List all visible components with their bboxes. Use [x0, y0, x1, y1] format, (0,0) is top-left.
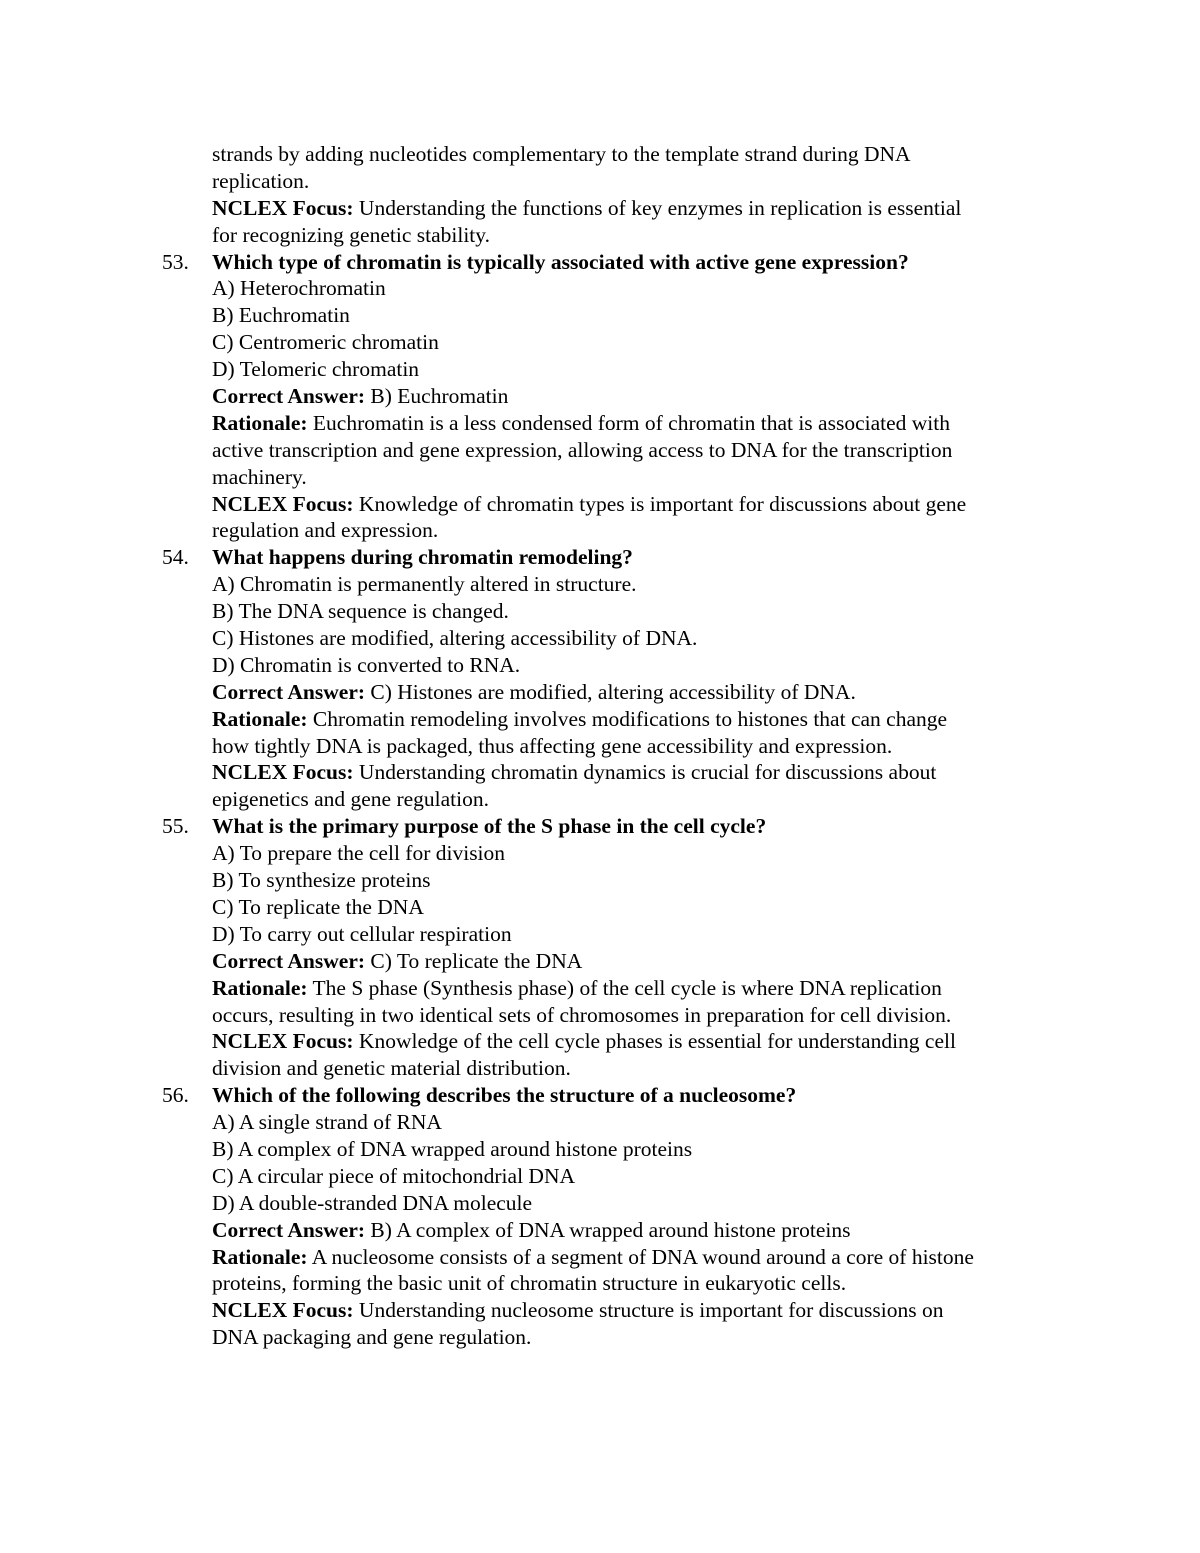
rationale-label: Rationale: — [212, 706, 308, 731]
rationale-line — [0, 975, 1200, 1002]
question-56 — [0, 1082, 1200, 1109]
intro-line: replication. — [212, 168, 310, 193]
nclex-line: epigenetics and gene regulation. — [212, 787, 490, 812]
rationale-line — [0, 410, 1200, 437]
rationale-line: occurs, resulting in two identical sets of chromosomes in preparation for cell division. — [212, 1002, 952, 1027]
option-line: C) To replicate the DNA — [212, 894, 424, 919]
correct-answer-label: Correct Answer: — [212, 679, 366, 704]
nclex-text: Understanding the functions of key enzymes in replication is essential — [353, 195, 962, 220]
correct-answer-line — [0, 383, 1200, 410]
option-line: D) A double-stranded DNA molecule — [212, 1190, 533, 1215]
question-number: 54. — [162, 545, 189, 570]
page-content — [0, 141, 1200, 1351]
rationale-line — [0, 1244, 1200, 1271]
rationale-line: proteins, forming the basic unit of chromatin structure in eukaryotic cells. — [212, 1271, 847, 1296]
rationale-text: Chromatin remodeling involves modifications to histones that can change — [307, 706, 948, 731]
rationale-label: Rationale: — [212, 1244, 308, 1269]
rationale-line: active transcription and gene expression, allowing access to DNA for the transcription — [212, 437, 953, 462]
correct-answer-line — [0, 1217, 1200, 1244]
nclex-label: NCLEX Focus: — [212, 491, 354, 516]
option-line: C) A circular piece of mitochondrial DNA — [212, 1163, 576, 1188]
option-line: B) A complex of DNA wrapped around histone proteins — [212, 1136, 693, 1161]
option-line: B) The DNA sequence is changed. — [212, 599, 509, 624]
nclex-line — [0, 1297, 1200, 1324]
nclex-line: DNA packaging and gene regulation. — [212, 1325, 532, 1350]
nclex-text: Knowledge of the cell cycle phases is essential for understanding cell — [353, 1029, 956, 1054]
correct-answer-line — [0, 948, 1200, 975]
option-line: A) To prepare the cell for division — [212, 841, 506, 866]
rationale-text: Euchromatin is a less condensed form of chromatin that is associated with — [307, 410, 950, 435]
question-text: What happens during chromatin remodeling? — [212, 545, 633, 570]
question-54 — [0, 544, 1200, 571]
correct-answer-text: B) A complex of DNA wrapped around histone proteins — [365, 1217, 851, 1242]
rationale-label: Rationale: — [212, 410, 308, 435]
question-text: Which type of chromatin is typically associated with active gene expression? — [212, 249, 909, 274]
nclex-text: Knowledge of chromatin types is important for discussions about gene — [353, 491, 967, 516]
nclex-line — [0, 491, 1200, 518]
question-55 — [0, 813, 1200, 840]
nclex-line: division and genetic material distribution. — [212, 1056, 571, 1081]
option-line: D) Telomeric chromatin — [212, 357, 420, 382]
option-line: D) To carry out cellular respiration — [212, 921, 512, 946]
nclex-label: NCLEX Focus: — [212, 1298, 354, 1323]
rationale-line — [0, 706, 1200, 733]
correct-answer-text: C) To replicate the DNA — [365, 948, 583, 973]
option-line: D) Chromatin is converted to RNA. — [212, 652, 521, 677]
question-text: What is the primary purpose of the S phase in the cell cycle? — [212, 814, 767, 839]
correct-answer-label: Correct Answer: — [212, 384, 366, 409]
question-number: 55. — [162, 814, 189, 839]
intro-nclex-line: for recognizing genetic stability. — [212, 222, 491, 247]
question-text: Which of the following describes the structure of a nucleosome? — [212, 1083, 797, 1108]
correct-answer-text: B) Euchromatin — [365, 384, 509, 409]
option-line: C) Centromeric chromatin — [212, 330, 439, 355]
nclex-label: NCLEX Focus: — [212, 760, 354, 785]
question-number: 56. — [162, 1083, 189, 1108]
option-line: C) Histones are modified, altering accessibility of DNA. — [212, 626, 698, 651]
nclex-line — [0, 759, 1200, 786]
option-line: A) A single strand of RNA — [212, 1110, 442, 1135]
correct-answer-label: Correct Answer: — [212, 948, 366, 973]
rationale-line: how tightly DNA is packaged, thus affecting gene accessibility and expression. — [212, 733, 893, 758]
intro-line: strands by adding nucleotides complementary to the template strand during DNA — [212, 142, 911, 166]
option-line: B) To synthesize proteins — [212, 868, 431, 893]
rationale-text: A nucleosome consists of a segment of DNA wound around a core of histone — [307, 1244, 974, 1269]
nclex-label: NCLEX Focus: — [212, 195, 354, 220]
option-line: B) Euchromatin — [212, 303, 350, 328]
question-number: 53. — [162, 249, 189, 274]
correct-answer-label: Correct Answer: — [212, 1217, 366, 1242]
nclex-text: Understanding chromatin dynamics is crucial for discussions about — [353, 760, 937, 785]
rationale-line: machinery. — [212, 464, 307, 489]
rationale-text: The S phase (Synthesis phase) of the cell cycle is where DNA replication — [307, 975, 942, 1000]
question-53 — [0, 249, 1200, 276]
nclex-line — [0, 1028, 1200, 1055]
correct-answer-text: C) Histones are modified, altering accessibility of DNA. — [365, 679, 856, 704]
nclex-text: Understanding nucleosome structure is important for discussions on — [353, 1298, 944, 1323]
nclex-line: regulation and expression. — [212, 518, 439, 543]
intro-nclex-line — [0, 195, 1200, 222]
correct-answer-line — [0, 679, 1200, 706]
rationale-label: Rationale: — [212, 975, 308, 1000]
nclex-label: NCLEX Focus: — [212, 1029, 354, 1054]
option-line: A) Chromatin is permanently altered in structure. — [212, 572, 637, 597]
option-line: A) Heterochromatin — [212, 276, 386, 301]
